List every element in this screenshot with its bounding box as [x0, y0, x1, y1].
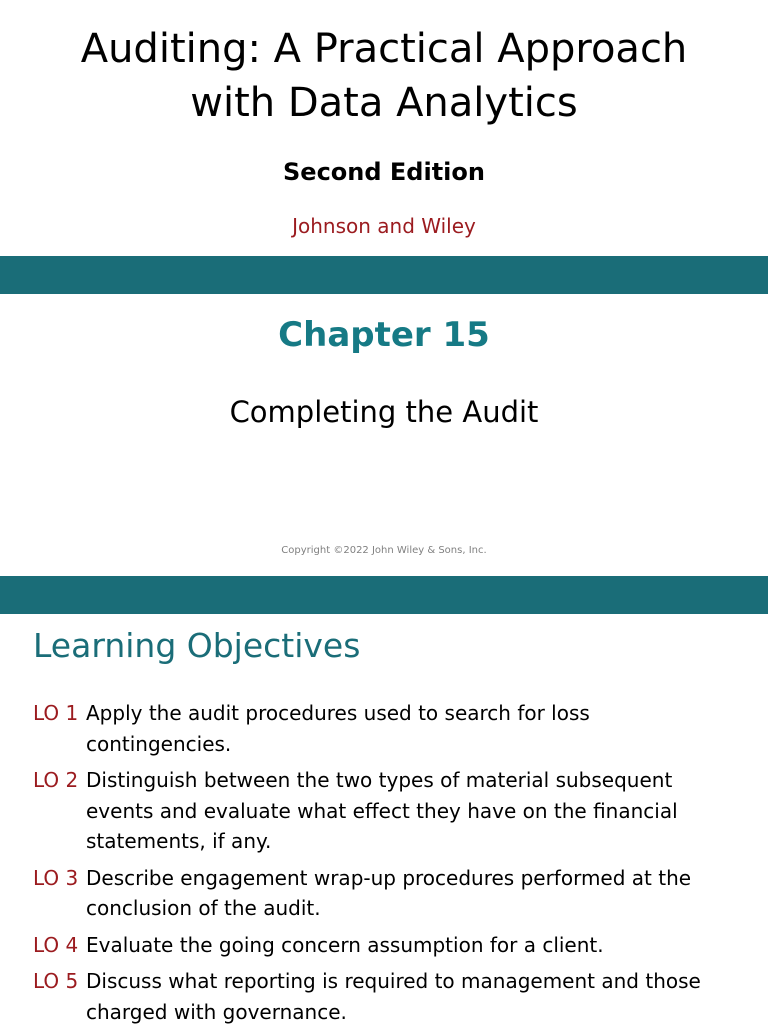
learning-objective-code: LO 2	[33, 768, 79, 792]
learning-objective-item	[33, 698, 733, 759]
learning-objective-text: Discuss what reporting is required to management and those charged with governance.	[86, 969, 701, 1024]
chapter-title: Completing the Audit	[229, 395, 539, 429]
learning-objective-text: Describe engagement wrap-up procedures performed at the conclusion of the audit.	[86, 865, 692, 920]
learning-objective-code: LO 3	[33, 865, 79, 890]
learning-objectives-heading: Learning Objectives	[33, 626, 361, 665]
learning-objective-text: Apply the audit procedures used to search for loss contingencies.	[86, 701, 590, 756]
learning-objectives-slide	[0, 614, 768, 1024]
copyright-notice: Copyright ©2022 John Wiley & Sons, Inc.	[281, 545, 487, 556]
book-title	[0, 22, 768, 130]
slide-divider-band	[0, 256, 768, 294]
learning-objective-code: LO 4	[33, 932, 79, 957]
learning-objective-item	[33, 765, 733, 857]
book-title-line-2: with Data Analytics	[190, 80, 578, 126]
learning-objective-text: Evaluate the going concern assumption for a client.	[86, 932, 604, 957]
learning-objective-code: LO 1	[33, 701, 79, 725]
book-title-line-1: Auditing: A Practical Approach	[80, 26, 688, 72]
learning-objective-item	[33, 863, 733, 924]
learning-objective-item	[33, 930, 733, 961]
slide-divider-band	[0, 576, 768, 614]
chapter-slide	[0, 294, 768, 576]
chapter-number: Chapter 15	[278, 315, 490, 355]
learning-objectives-list	[33, 698, 733, 1024]
learning-objective-text: Distinguish between the two types of material subsequent events and evaluate what effect they have on the financial statements, if any.	[86, 768, 678, 853]
edition-label: Second Edition	[283, 158, 485, 186]
learning-objective-code: LO 5	[33, 969, 79, 993]
title-slide	[0, 0, 768, 256]
learning-objective-item	[33, 966, 733, 1024]
authors-label: Johnson and Wiley	[292, 214, 476, 238]
